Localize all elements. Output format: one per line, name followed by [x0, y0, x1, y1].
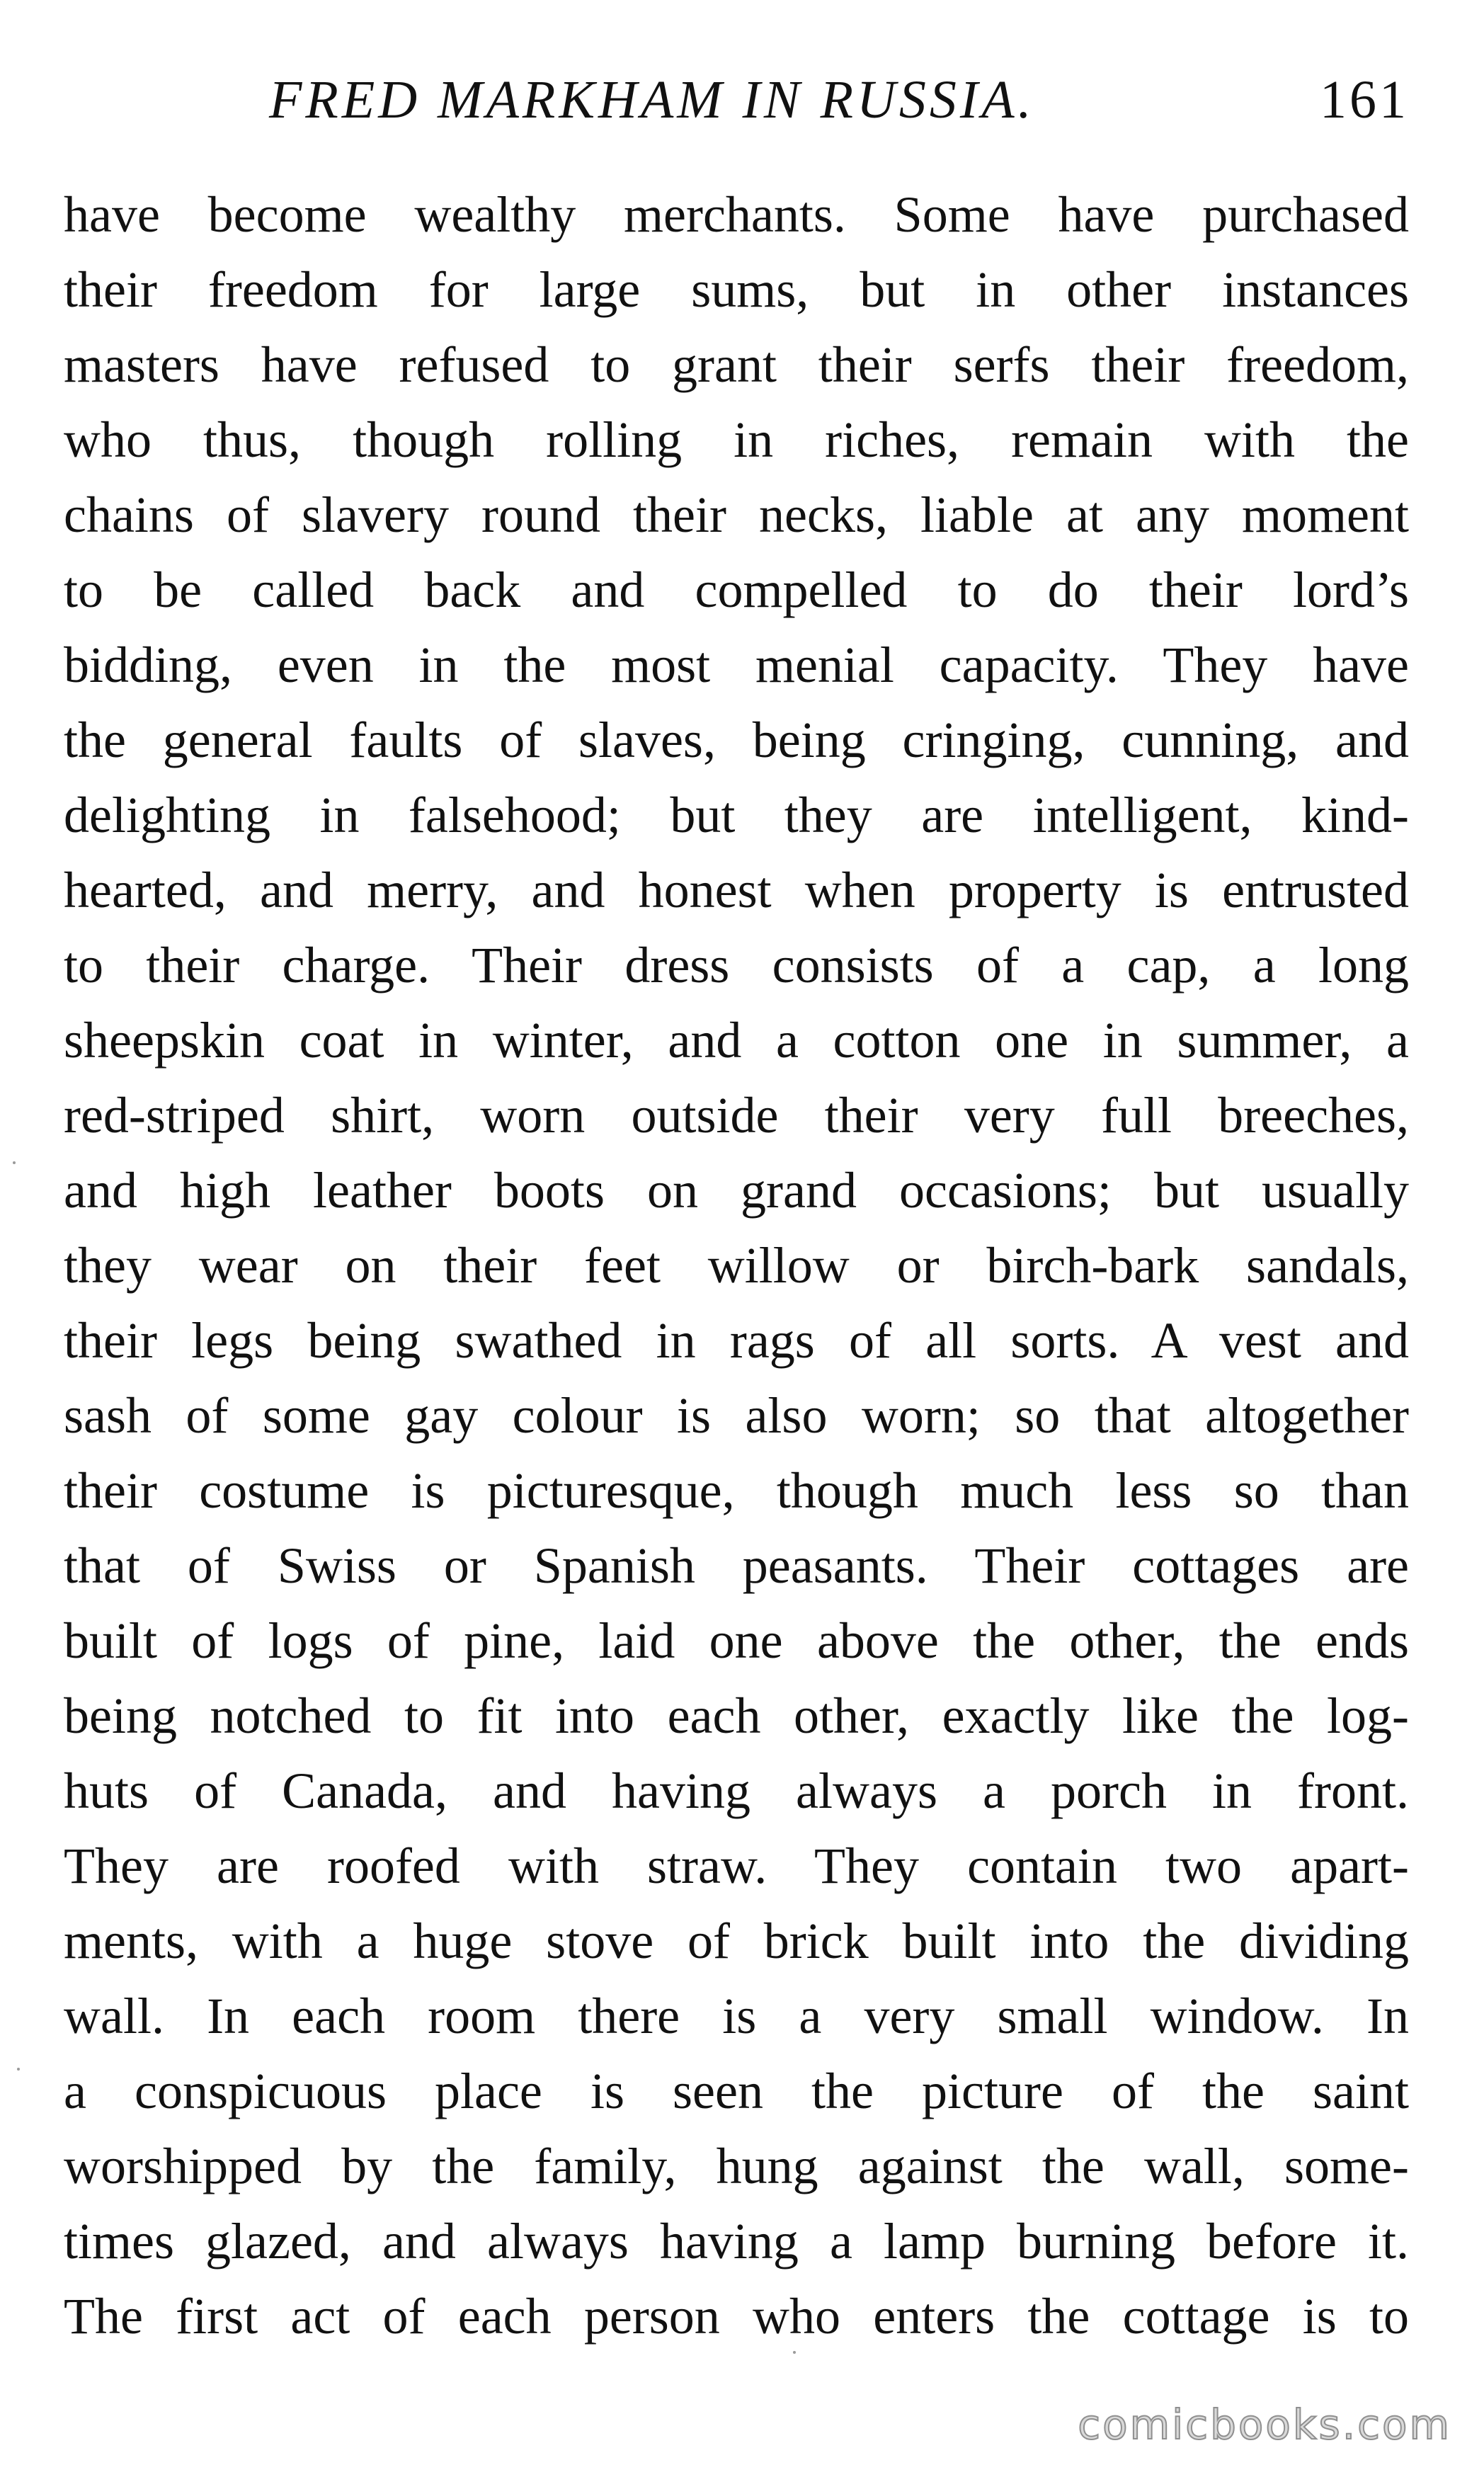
text-line: The first act of each person who enters the cottage is to — [64, 2288, 1409, 2345]
text-line: worshipped by the family, hung against the wall, some- — [64, 2138, 1409, 2194]
text-line: They are roofed with straw. They contain two apart- — [64, 1838, 1409, 1894]
text-line: ments, with a huge stove of brick built into the dividing — [64, 1913, 1409, 1969]
running-title: FRED MARKHAM IN RUSSIA. — [269, 70, 1035, 130]
text-line: the general faults of slaves, being cringing, cunning, and — [64, 712, 1409, 768]
text-line: chains of slavery round their necks, liable at any moment — [64, 486, 1409, 543]
text-line: have become wealthy merchants. Some have purchased — [64, 186, 1409, 243]
text-line: who thus, though rolling in riches, remain with the — [64, 411, 1409, 468]
text-line: sash of some gay colour is also worn; so that altogether — [64, 1387, 1409, 1444]
text-line: their freedom for large sums, but in other instances — [64, 261, 1409, 318]
text-line: wall. In each room there is a very small window. In — [64, 1988, 1409, 2044]
text-line: hearted, and merry, and honest when property is entrusted — [64, 862, 1409, 918]
text-line: their legs being swathed in rags of all sorts. A vest and — [64, 1312, 1409, 1369]
text-line: to their charge. Their dress consists of a cap, a long — [64, 937, 1409, 993]
text-line: their costume is picturesque, though much less so than — [64, 1462, 1409, 1519]
text-line: bidding, even in the most menial capacity. They have — [64, 637, 1409, 693]
print-speck — [17, 2068, 20, 2071]
text-line: times glazed, and always having a lamp burning before it. — [64, 2213, 1409, 2270]
text-line: being notched to fit into each other, exactly like the log- — [64, 1687, 1409, 1744]
page-number: 161 — [1320, 70, 1409, 130]
text-line: delighting in falsehood; but they are intelligent, kind- — [64, 787, 1409, 843]
text-line: that of Swiss or Spanish peasants. Their cottages are — [64, 1537, 1409, 1594]
text-line: masters have refused to grant their serfs their freedom, — [64, 336, 1409, 393]
text-line: they wear on their feet willow or birch-bark sandals, — [64, 1237, 1409, 1294]
text-line: built of logs of pine, laid one above the other, the ends — [64, 1612, 1409, 1669]
text-line: red-striped shirt, worn outside their very full breeches, — [64, 1087, 1409, 1144]
watermark: comicbooks.com — [1078, 2401, 1451, 2449]
text-line: a conspicuous place is seen the picture of the saint — [64, 2063, 1409, 2119]
text-line: sheepskin coat in winter, and a cotton one in summer, a — [64, 1012, 1409, 1069]
text-line: to be called back and compelled to do their lord’s — [64, 562, 1409, 618]
running-head — [64, 68, 1409, 132]
text-line: huts of Canada, and having always a porch in front. — [64, 1763, 1409, 1819]
print-speck — [13, 1161, 16, 1164]
print-speck — [793, 2351, 796, 2354]
text-line: and high leather boots on grand occasions; but usually — [64, 1162, 1409, 1219]
body-text — [64, 177, 1409, 2354]
